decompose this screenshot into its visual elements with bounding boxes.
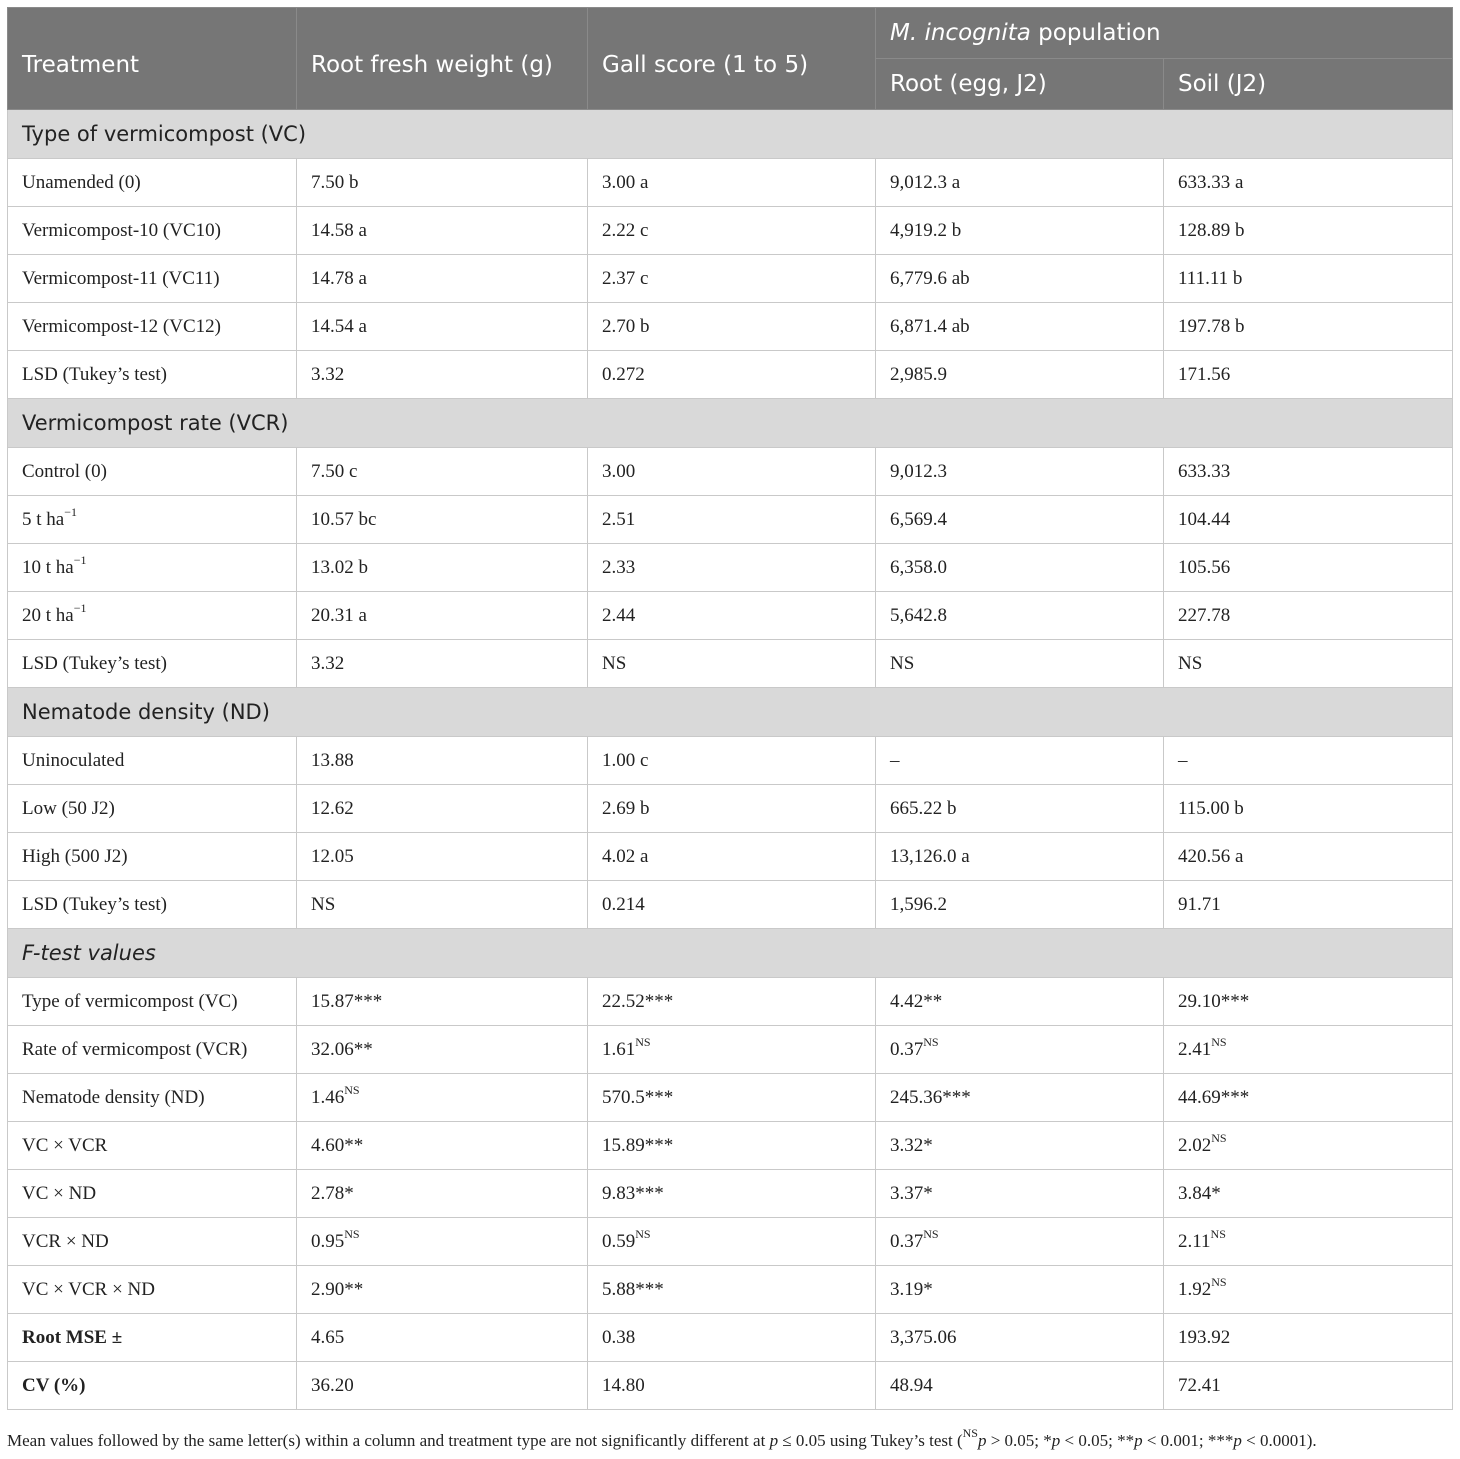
significance-mark: *** [1220, 1086, 1250, 1108]
table-cell: 4.02 a [588, 833, 876, 881]
header-row [8, 8, 1453, 59]
table-row [8, 1026, 1453, 1074]
table-cell: 0.272 [588, 351, 876, 399]
f-value: 2.90 [311, 1278, 345, 1300]
row-label: High (500 J2) [8, 833, 297, 881]
table-row [8, 737, 1453, 785]
table-cell: 2.33 [588, 544, 876, 592]
table-cell: 0.214 [588, 881, 876, 929]
table-cell: 1.00 c [588, 737, 876, 785]
row-label: Uninoculated [8, 737, 297, 785]
table-cell: 2.70 b [588, 303, 876, 351]
row-label [8, 496, 297, 544]
population-word: population [1030, 20, 1161, 46]
row-label: LSD (Tukey’s test) [8, 351, 297, 399]
table-cell: – [1164, 737, 1453, 785]
table-row [8, 1122, 1453, 1170]
rate-value: 20 [22, 604, 41, 626]
table-cell: 4.65 [297, 1314, 588, 1362]
significance-mark: NS [635, 1034, 651, 1049]
table-cell: 197.78 b [1164, 303, 1453, 351]
f-value-cell [876, 1170, 1164, 1218]
significance-mark: *** [644, 1086, 674, 1108]
f-value-cell [1164, 1074, 1453, 1122]
table-cell: 5,642.8 [876, 592, 1164, 640]
f-value-cell [1164, 1026, 1453, 1074]
table-cell: 7.50 c [297, 448, 588, 496]
row-label: VC × VCR [8, 1122, 297, 1170]
species-name: M. incognita [890, 20, 1031, 46]
significance-mark: ** [923, 990, 943, 1012]
table-cell: 227.78 [1164, 592, 1453, 640]
significance-mark: *** [635, 1182, 664, 1204]
table-row [8, 785, 1453, 833]
row-label: Vermicompost-12 (VC12) [8, 303, 297, 351]
row-label: Root MSE ± [8, 1314, 297, 1362]
f-value-cell [297, 1122, 588, 1170]
section-title: Vermicompost rate (VCR) [8, 399, 1453, 448]
table-row [8, 1362, 1453, 1410]
significance-mark: ** [344, 1278, 364, 1300]
f-value-cell [297, 1026, 588, 1074]
table-body [8, 110, 1453, 1410]
table-cell: 6,779.6 ab [876, 255, 1164, 303]
table-cell: 665.22 b [876, 785, 1164, 833]
f-value-cell [876, 1218, 1164, 1266]
row-label: Low (50 J2) [8, 785, 297, 833]
rate-unit: t ha [36, 508, 65, 530]
table-cell: 13,126.0 a [876, 833, 1164, 881]
rate-unit-exponent: −1 [64, 504, 77, 519]
table-cell: 115.00 b [1164, 785, 1453, 833]
row-label: VCR × ND [8, 1218, 297, 1266]
significance-mark: NS [1210, 1226, 1226, 1241]
f-value: 29.10 [1178, 990, 1221, 1012]
f-value: 44.69 [1178, 1086, 1221, 1108]
table-row [8, 448, 1453, 496]
significance-mark: ** [344, 1134, 364, 1156]
table-cell: 3,375.06 [876, 1314, 1164, 1362]
significance-mark: * [923, 1134, 933, 1156]
f-value: 0.95 [311, 1230, 345, 1252]
table-cell: 2.37 c [588, 255, 876, 303]
results-table [7, 7, 1453, 1410]
table-cell: 7.50 b [297, 159, 588, 207]
significance-mark: * [923, 1182, 933, 1204]
row-label: VC × ND [8, 1170, 297, 1218]
table-cell: 91.71 [1164, 881, 1453, 929]
table-cell: 14.54 a [297, 303, 588, 351]
f-value-cell [297, 1074, 588, 1122]
table-row [8, 255, 1453, 303]
table-cell: 2.22 c [588, 207, 876, 255]
f-value: 22.52 [602, 990, 645, 1012]
f-value: 15.89 [602, 1134, 645, 1156]
row-label: Vermicompost-10 (VC10) [8, 207, 297, 255]
f-value-cell [1164, 1266, 1453, 1314]
significance-mark: NS [1211, 1274, 1227, 1289]
row-label: Type of vermicompost (VC) [8, 978, 297, 1026]
f-value-cell [297, 1218, 588, 1266]
f-value-cell [1164, 1218, 1453, 1266]
significance-mark: ** [353, 1038, 373, 1060]
table-cell: 2.69 b [588, 785, 876, 833]
table-cell: 12.62 [297, 785, 588, 833]
section-row [8, 399, 1453, 448]
table-cell: 10.57 bc [297, 496, 588, 544]
header-soil-population: Soil (J2) [1164, 59, 1453, 110]
f-value-cell [297, 978, 588, 1026]
table-cell: 633.33 [1164, 448, 1453, 496]
significance-mark: *** [644, 1134, 674, 1156]
table-row [8, 159, 1453, 207]
table-row [8, 1074, 1453, 1122]
row-label: Vermicompost-11 (VC11) [8, 255, 297, 303]
significance-mark: NS [923, 1226, 939, 1241]
table-cell: 2.44 [588, 592, 876, 640]
significance-mark: NS [635, 1226, 651, 1241]
f-value: 245.36 [890, 1086, 943, 1108]
f-value: 9.83 [602, 1182, 636, 1204]
table-cell: 48.94 [876, 1362, 1164, 1410]
header-treatment: Treatment [8, 8, 297, 110]
significance-mark: * [923, 1278, 933, 1300]
table-row [8, 544, 1453, 592]
table-cell: 193.92 [1164, 1314, 1453, 1362]
row-label [8, 592, 297, 640]
table-row [8, 1218, 1453, 1266]
f-value: 1.46 [311, 1086, 345, 1108]
table-row [8, 592, 1453, 640]
row-label: LSD (Tukey’s test) [8, 640, 297, 688]
table-cell: 105.56 [1164, 544, 1453, 592]
f-value: 3.84 [1178, 1182, 1212, 1204]
table-cell: NS [1164, 640, 1453, 688]
f-value-cell [588, 1170, 876, 1218]
table-row [8, 351, 1453, 399]
rate-value: 10 [22, 556, 41, 578]
table-cell: 9,012.3 [876, 448, 1164, 496]
row-label: Unamended (0) [8, 159, 297, 207]
f-value: 2.02 [1178, 1134, 1212, 1156]
table-cell: 72.41 [1164, 1362, 1453, 1410]
table-cell: 12.05 [297, 833, 588, 881]
f-value: 3.37 [890, 1182, 924, 1204]
f-value: 1.61 [602, 1038, 636, 1060]
rate-unit: t ha [45, 604, 74, 626]
f-value-cell [1164, 1122, 1453, 1170]
f-value-cell [588, 1026, 876, 1074]
table-cell: 14.58 a [297, 207, 588, 255]
footnote: Mean values followed by the same letter(s) within a column and treatment type are not significantly different at p ≤ 0.05 using Tukey’s test ($^{NS}$p > 0.05; *p < 0.05; **p < 0.001; ***p < 0.0001). [7, 1426, 1317, 1450]
f-value-cell [588, 978, 876, 1026]
f-value: 3.19 [890, 1278, 924, 1300]
f-value-cell [588, 1266, 876, 1314]
table-cell: 13.02 b [297, 544, 588, 592]
rate-unit: t ha [45, 556, 74, 578]
significance-mark: NS [344, 1082, 360, 1097]
f-value: 32.06 [311, 1038, 354, 1060]
f-value-cell [1164, 1170, 1453, 1218]
table-cell: – [876, 737, 1164, 785]
table-cell: 4,919.2 b [876, 207, 1164, 255]
f-value: 2.11 [1178, 1230, 1211, 1252]
table-row [8, 303, 1453, 351]
significance-mark: NS [1211, 1034, 1227, 1049]
table-cell: 36.20 [297, 1362, 588, 1410]
row-label: Nematode density (ND) [8, 1074, 297, 1122]
significance-mark: *** [353, 990, 383, 1012]
row-label: CV (%) [8, 1362, 297, 1410]
table-cell: 420.56 a [1164, 833, 1453, 881]
f-value-cell [876, 1074, 1164, 1122]
section-row [8, 929, 1453, 978]
table-cell: 3.00 [588, 448, 876, 496]
table-row [8, 1314, 1453, 1362]
f-value: 1.92 [1178, 1278, 1212, 1300]
significance-mark: NS [1211, 1130, 1227, 1145]
significance-mark: NS [923, 1034, 939, 1049]
significance-mark: *** [635, 1278, 664, 1300]
table-cell: 1,596.2 [876, 881, 1164, 929]
table-row [8, 881, 1453, 929]
row-label: Rate of vermicompost (VCR) [8, 1026, 297, 1074]
table-cell: 6,569.4 [876, 496, 1164, 544]
f-value-cell [297, 1266, 588, 1314]
f-value-cell [876, 1026, 1164, 1074]
table-cell: 14.80 [588, 1362, 876, 1410]
table-cell: 9,012.3 a [876, 159, 1164, 207]
table-cell: 2,985.9 [876, 351, 1164, 399]
f-value: 2.41 [1178, 1038, 1212, 1060]
table-cell: 0.38 [588, 1314, 876, 1362]
f-value: 0.37 [890, 1230, 924, 1252]
f-value: 570.5 [602, 1086, 645, 1108]
table-cell: 111.11 b [1164, 255, 1453, 303]
row-label: LSD (Tukey’s test) [8, 881, 297, 929]
row-label: VC × VCR × ND [8, 1266, 297, 1314]
table-cell: 3.32 [297, 351, 588, 399]
table-cell: 13.88 [297, 737, 588, 785]
f-value: 5.88 [602, 1278, 636, 1300]
significance-mark: *** [644, 990, 674, 1012]
f-value-cell [588, 1122, 876, 1170]
significance-mark: NS [344, 1226, 360, 1241]
f-value-cell [588, 1218, 876, 1266]
table-cell: 6,358.0 [876, 544, 1164, 592]
significance-mark: *** [1220, 990, 1250, 1012]
header-root-fresh-weight: Root fresh weight (g) [297, 8, 588, 110]
f-value: 0.37 [890, 1038, 924, 1060]
header-root-population: Root (egg, J2) [876, 59, 1164, 110]
table-row [8, 978, 1453, 1026]
table-row [8, 1266, 1453, 1314]
rate-value: 5 [22, 508, 32, 530]
row-label: Control (0) [8, 448, 297, 496]
significance-mark: *** [942, 1086, 971, 1108]
table-cell: 14.78 a [297, 255, 588, 303]
table-cell: 633.33 a [1164, 159, 1453, 207]
section-title: Nematode density (ND) [8, 688, 1453, 737]
table-row [8, 833, 1453, 881]
table-cell: 171.56 [1164, 351, 1453, 399]
significance-mark: * [1211, 1182, 1221, 1204]
table-row [8, 1170, 1453, 1218]
table-cell: NS [297, 881, 588, 929]
table-cell: 3.32 [297, 640, 588, 688]
f-value-cell [876, 1266, 1164, 1314]
row-label [8, 544, 297, 592]
f-value: 2.78 [311, 1182, 345, 1204]
table-cell: 128.89 b [1164, 207, 1453, 255]
table-row [8, 640, 1453, 688]
f-value: 0.59 [602, 1230, 636, 1252]
table-cell: 6,871.4 ab [876, 303, 1164, 351]
f-value: 15.87 [311, 990, 354, 1012]
f-value-cell [876, 1122, 1164, 1170]
table-cell: 3.00 a [588, 159, 876, 207]
f-value: 3.32 [890, 1134, 924, 1156]
section-title: Type of vermicompost (VC) [8, 110, 1453, 159]
table-cell: NS [588, 640, 876, 688]
table-cell: 2.51 [588, 496, 876, 544]
table-row [8, 496, 1453, 544]
table-cell: NS [876, 640, 1164, 688]
f-value-cell [876, 978, 1164, 1026]
section-row [8, 688, 1453, 737]
f-value: 4.60 [311, 1134, 345, 1156]
f-value-cell [297, 1170, 588, 1218]
f-value: 4.42 [890, 990, 924, 1012]
table-cell: 104.44 [1164, 496, 1453, 544]
table-row [8, 207, 1453, 255]
rate-unit-exponent: −1 [73, 552, 87, 567]
header-gall-score: Gall score (1 to 5) [588, 8, 876, 110]
rate-unit-exponent: −1 [73, 600, 87, 615]
f-value-cell [588, 1074, 876, 1122]
significance-mark: * [344, 1182, 354, 1204]
section-title: F-test values [8, 929, 1453, 978]
header-population [876, 8, 1453, 59]
section-row [8, 110, 1453, 159]
f-value-cell [1164, 978, 1453, 1026]
table-cell: 20.31 a [297, 592, 588, 640]
